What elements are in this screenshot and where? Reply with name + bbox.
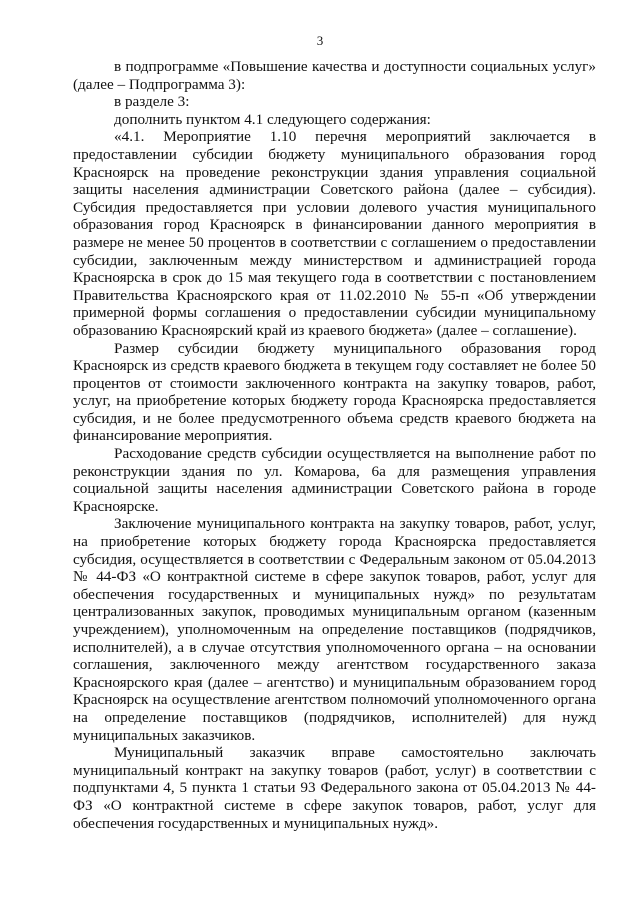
paragraph-section-3: в разделе 3:	[114, 93, 190, 111]
paragraph-subsidy-spending: Расходование средств субсидии осуществляется на выполнение работ по реконструкции здания по ул. Комарова, 6а для размещения управления социальной защиты населения администрации Советского района в городе Красноярске.	[73, 445, 596, 515]
paragraph-contract-conclusion: Заключение муниципального контракта на закупку товаров, работ, услуг, на приобретение которых бюджету города Красноярска предоставляется субсидия, осуществляется в соответствии с Федеральным законом от 05.04.2013 № 44-ФЗ «О контрактной системе в сфере закупок товаров, работ, услуг для обеспечения государственных и муниципальных нужд» по результатам централизованных закупок, проводимых муниципальным органом (казенным учреждением), уполномоченным на определение поставщиков (подрядчиков, исполнителей), а в случае отсутствия уполномоченного органа – на основании соглашения, заключенного между агентством государственного заказа Красноярского края (далее – агентство) и муниципальным образованием город Красноярск на осуществление агентством полномочий уполномоченного органа на определение поставщиков (подрядчиков, исполнителей) для нужд муниципальных заказчиков.	[73, 515, 596, 744]
document-body	[73, 58, 596, 832]
paragraph-customer-rights: Муниципальный заказчик вправе самостоятельно заключать муниципальный контракт на закупку товаров (работ, услуг) в соответствии с подпунктами 4, 5 пункта 1 статьи 93 Федерального закона от 05.04.2013 № 44-ФЗ «О контрактной системе в сфере закупок товаров, работ, услуг для обеспечения государственных и муниципальных нужд».	[73, 744, 596, 832]
page-number: 3	[316, 33, 324, 48]
paragraph-subsidy-size: Размер субсидии бюджету муниципального образования город Красноярск из средств краевого бюджета в текущем году составляет не более 50 процентов от стоимости заключенного контракта на закупку товаров, работ, услуг, на приобретение которых бюджету города Красноярска предоставляется субсидия, и не более предусмотренного объема средств краевого бюджета на финансирование мероприятия.	[73, 339, 596, 445]
paragraph-point-4-1: «4.1. Мероприятие 1.10 перечня мероприятий заключается в предоставлении субсидии бюджету муниципального образования город Красноярск на проведение реконструкции здания управления социальной защиты населения администрации Советского района (далее – субсидия). Субсидия предоставляется при условии долевого участия муниципального образования город Красноярск в финансировании данного мероприятия в размере не менее 50 процентов в соответствии с соглашением о предоставлении субсидии, заключенным между министерством и администрацией города Красноярска в срок до 15 мая текущего года в соответствии с постановлением Правительства Красноярского края от 11.02.2010 № 55-п «Об утверждении примерной формы соглашения о предоставлении субсидии муниципальному образованию Красноярский край из краевого бюджета» (далее – соглашение).	[73, 128, 596, 339]
paragraph-subprogram-intro: в подпрограмме «Повышение качества и доступности социальных услуг» (далее – Подпрограмма 3):	[73, 58, 596, 93]
paragraph-add-point: дополнить пунктом 4.1 следующего содержания:	[114, 110, 431, 128]
